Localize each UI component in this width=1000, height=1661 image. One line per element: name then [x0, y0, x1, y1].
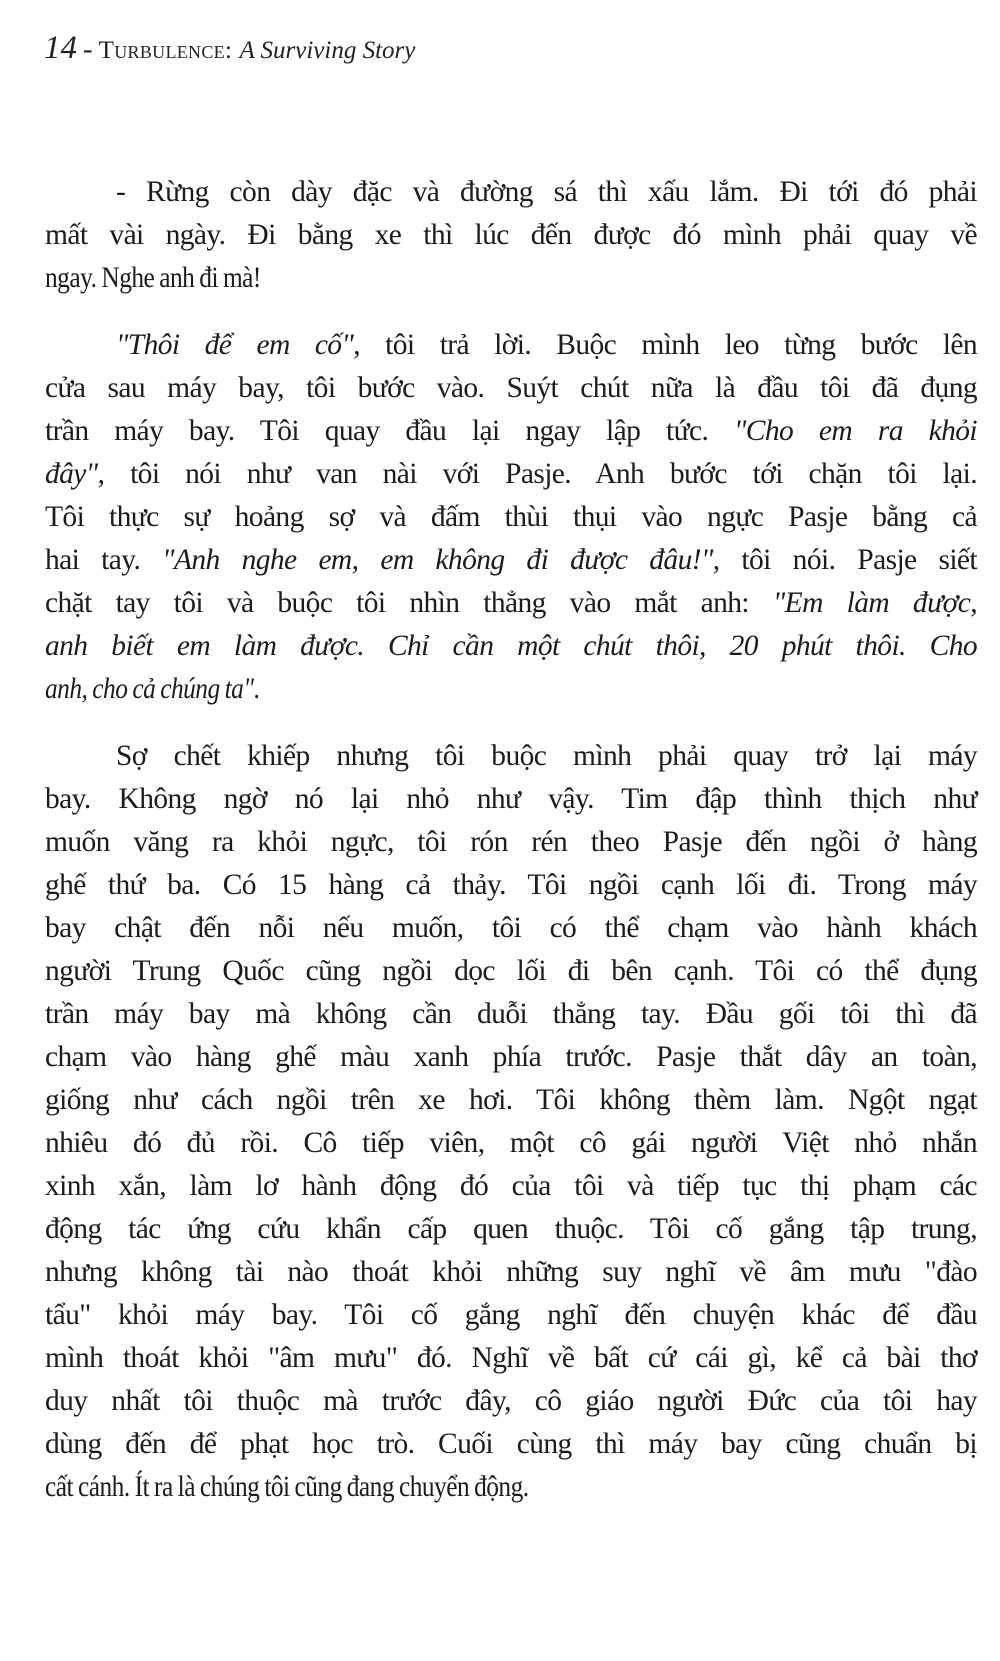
text-run: mình thoát khỏi "âm mưu" đó. Nghĩ về bất cứ cái gì, kể cả bài thơ [45, 1342, 977, 1374]
text-run: ghế thứ ba. Có 15 hàng cả thảy. Tôi ngồi cạnh lối đi. Trong máy [45, 869, 977, 901]
text-line [45, 625, 977, 668]
text-run: . [253, 673, 260, 705]
text-line [45, 907, 977, 950]
italic-quote: anh biết em làm được. Chỉ cần một chút thôi, 20 phút thôi. Cho [45, 630, 977, 662]
italic-quote: đây" [45, 458, 98, 490]
text-line [45, 496, 977, 539]
text-line [45, 735, 977, 778]
text-line [45, 257, 847, 300]
text-run: duy nhất tôi thuộc mà trước đây, cô giáo người Đức của tôi hay [45, 1385, 977, 1417]
text-run: nhưng không tài nào thoát khỏi những suy nghĩ về âm mưu "đào [45, 1256, 977, 1288]
text-line [45, 324, 977, 367]
text-line [45, 1294, 977, 1337]
italic-quote: anh, cho cả chúng ta" [45, 673, 254, 705]
text-run: cất cánh. Ít ra là chúng tôi cũng đang chuyển động. [45, 1471, 529, 1503]
italic-quote: "Em làm được, [772, 587, 977, 619]
text-line [45, 993, 977, 1036]
text-run: người Trung Quốc cũng ngồi dọc lối đi bên cạnh. Tôi có thể đụng [45, 955, 977, 987]
text-run: chạm vào hàng ghế màu xanh phía trước. Pasje thắt dây an toàn, [45, 1041, 977, 1073]
text-run: hai tay. [45, 544, 163, 576]
italic-quote: "Thôi để em cố" [116, 329, 354, 361]
text-run: cửa sau máy bay, tôi bước vào. Suýt chút nữa là đầu tôi đã đụng [45, 372, 977, 404]
paragraph [45, 324, 977, 711]
text-line [45, 214, 977, 257]
text-line [45, 864, 977, 907]
text-line [45, 1466, 847, 1509]
text-line [45, 171, 977, 214]
text-run: Sợ chết khiếp nhưng tôi buộc mình phải quay trở lại máy [116, 740, 977, 772]
text-run: Tôi thực sự hoảng sợ và đấm thùi thụi vào ngực Pasje bằng cả [45, 501, 977, 533]
text-run: giống như cách ngồi trên xe hơi. Tôi không thèm làm. Ngột ngạt [45, 1084, 977, 1116]
text-line [45, 1165, 977, 1208]
text-run: , tôi trả lời. Buộc mình leo từng bước lên [353, 329, 977, 361]
text-line [45, 821, 977, 864]
text-line [45, 1122, 977, 1165]
body-text [45, 171, 977, 1533]
text-line [45, 778, 977, 821]
text-line [45, 950, 977, 993]
paragraph [45, 735, 977, 1509]
text-run: tẩu" khỏi máy bay. Tôi cố gắng nghĩ đến chuyện khác để đầu [45, 1299, 977, 1331]
text-line [45, 668, 847, 711]
text-line [45, 1079, 977, 1122]
page-number: 14 [44, 30, 77, 66]
text-line [45, 1036, 977, 1079]
paragraph [45, 171, 977, 300]
running-header [44, 30, 415, 69]
text-line [45, 367, 977, 410]
text-run: xinh xắn, làm lơ hành động đó của tôi và tiếp tục thị phạm các [45, 1170, 977, 1202]
text-line [45, 582, 977, 625]
book-title: Turbulence: [98, 37, 233, 64]
text-run: chặt tay tôi và buộc tôi nhìn thẳng vào mắt anh: [45, 587, 773, 619]
text-run: động tác ứng cứu khẩn cấp quen thuộc. Tôi cố gắng tập trung, [45, 1213, 977, 1245]
text-line [45, 539, 977, 582]
text-run: nhiêu đó đủ rồi. Cô tiếp viên, một cô gái người Việt nhỏ nhắn [45, 1127, 977, 1159]
italic-quote: "Anh nghe em, em không đi được đâu!" [162, 544, 713, 576]
text-line [45, 1423, 977, 1466]
text-run: , tôi nói. Pasje siết [712, 544, 978, 576]
text-line [45, 410, 977, 453]
text-line [45, 1380, 977, 1423]
text-line [45, 1337, 977, 1380]
text-run: mất vài ngày. Đi bằng xe thì lúc đến được đó mình phải quay về [45, 219, 977, 251]
text-line [45, 453, 977, 496]
text-run: , tôi nói như van nài với Pasje. Anh bước tới chặn tôi lại. [97, 458, 977, 490]
header-separator: - [83, 33, 93, 65]
text-run: trần máy bay. Tôi quay đầu lại ngay lập tức. [45, 415, 734, 447]
text-run: ngay. Nghe anh đi mà! [45, 262, 261, 294]
italic-quote: "Cho em ra khỏi [734, 415, 977, 447]
text-run: muốn văng ra khỏi ngực, tôi rón rén theo Pasje đến ngồi ở hàng [45, 826, 977, 858]
text-run: - Rừng còn dày đặc và đường sá thì xấu lắm. Đi tới đó phải [116, 176, 977, 208]
text-line [45, 1251, 977, 1294]
text-line [45, 1208, 977, 1251]
text-run: dùng đến để phạt học trò. Cuối cùng thì máy bay cũng chuẩn bị [45, 1428, 977, 1460]
book-subtitle: A Surviving Story [239, 37, 416, 64]
text-run: trần máy bay mà không cần duỗi thẳng tay. Đầu gối tôi thì đã [45, 998, 977, 1030]
text-run: bay chật đến nỗi nếu muốn, tôi có thể chạm vào hành khách [45, 912, 977, 944]
text-run: bay. Không ngờ nó lại nhỏ như vậy. Tim đập thình thịch như [45, 783, 977, 815]
